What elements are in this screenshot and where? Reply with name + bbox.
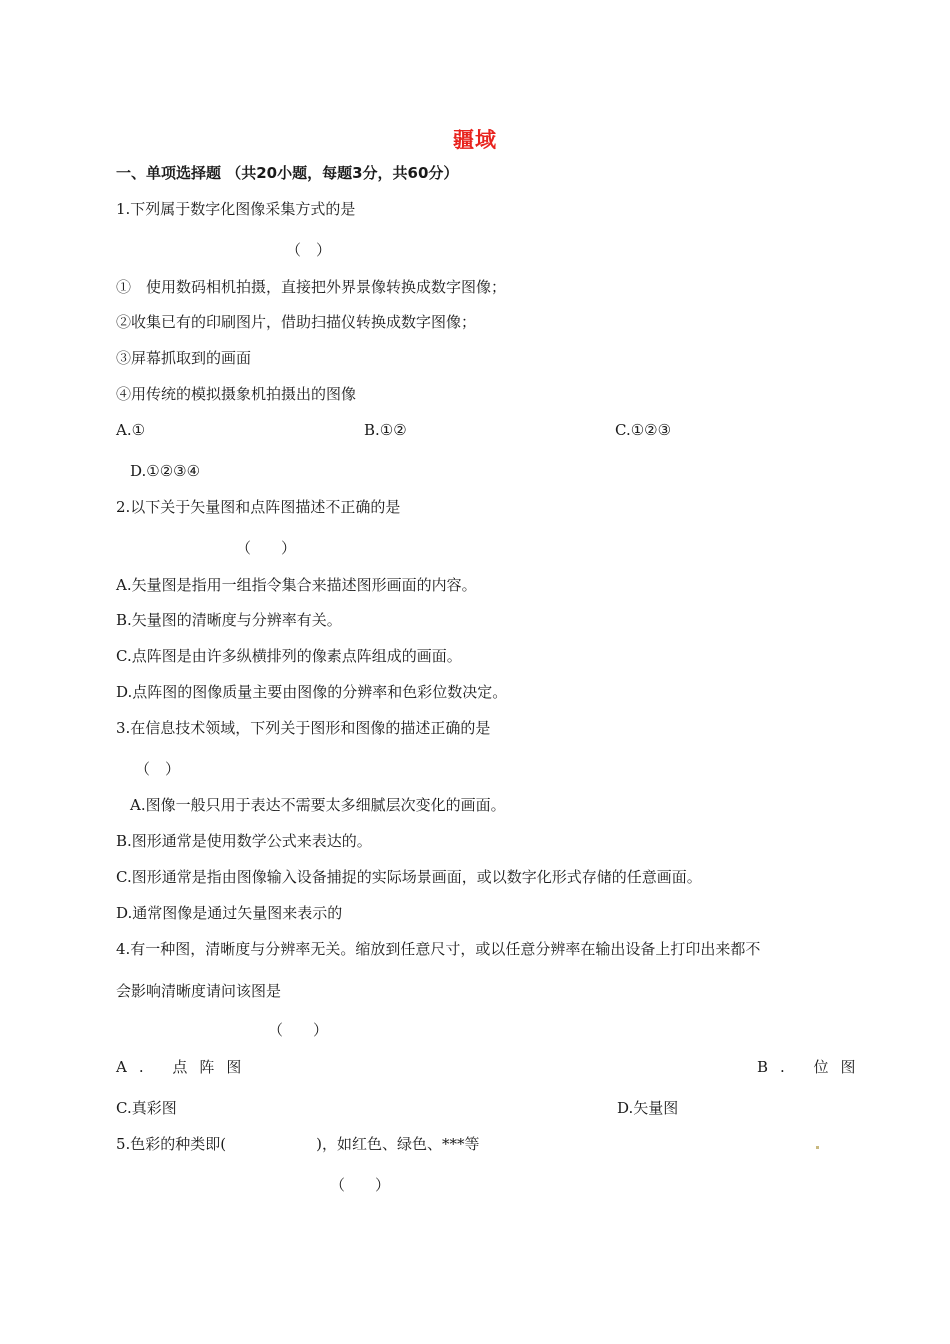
- q4-option-b: B. 位图: [757, 1058, 868, 1076]
- q3-option-b: B.图形通常是使用数学公式来表达的。: [116, 832, 372, 850]
- q4-option-c: C.真彩图: [116, 1099, 177, 1117]
- q1-item-3: ③屏幕抓取到的画面: [116, 349, 252, 367]
- q1-option-c: C.①②③: [615, 421, 672, 439]
- q3-blank: （ ）: [135, 760, 181, 778]
- q1-item-1: ① 使用数码相机拍摄，直接把外界景像转换成数字图像；: [116, 278, 507, 296]
- q4-blank: （ ）: [268, 1021, 329, 1039]
- q2-blank: （ ）: [236, 539, 297, 557]
- q2-stem: 2.以下关于矢量图和点阵图描述不正确的是: [116, 498, 401, 516]
- stray-dot-mark: [816, 1146, 819, 1149]
- q3-option-c: C.图形通常是指由图像输入设备捕捉的实际场景画面，或以数字化形式存储的任意画面。: [116, 868, 702, 886]
- q1-stem: 1.下列属于数字化图像采集方式的是: [116, 200, 356, 218]
- q3-stem: 3.在信息技术领域，下列关于图形和图像的描述正确的是: [116, 719, 491, 737]
- q1-option-b: B.①②: [364, 421, 407, 439]
- q1-item-2: ②收集已有的印刷图片，借助扫描仪转换成数字图像；: [116, 313, 477, 331]
- q2-option-a: A.矢量图是指用一组指令集合来描述图形画面的内容。: [116, 576, 477, 594]
- q5-stem: 5.色彩的种类即( )，如红色、绿色、***等: [116, 1135, 480, 1153]
- q1-item-4: ④用传统的模拟摄象机拍摄出的图像: [116, 385, 357, 403]
- q3-option-d: D.通常图像是通过矢量图来表示的: [116, 904, 343, 922]
- q3-option-a: A.图像一般只用于表达不需要太多细腻层次变化的画面。: [130, 796, 506, 814]
- q2-option-b: B.矢量图的清晰度与分辨率有关。: [116, 611, 342, 629]
- page-title: 疆域: [453, 128, 497, 152]
- q2-option-c: C.点阵图是由许多纵横排列的像素点阵组成的画面。: [116, 647, 462, 665]
- q2-option-d: D.点阵图的图像质量主要由图像的分辨率和色彩位数决定。: [116, 683, 508, 701]
- q4-option-a: A. 点阵图: [116, 1058, 254, 1076]
- q4-option-d: D.矢量图: [617, 1099, 679, 1117]
- q1-option-a: A.①: [116, 421, 146, 439]
- q5-blank: （ ）: [330, 1176, 391, 1194]
- q4-stem-line-1: 4.有一种图，清晰度与分辨率无关。缩放到任意尺寸，或以任意分辨率在输出设备上打印出来都不: [116, 940, 761, 958]
- q1-blank: （ ）: [286, 241, 332, 259]
- q4-stem-line-2: 会影响清晰度请问该图是: [116, 982, 282, 1000]
- q1-option-d: D.①②③④: [130, 462, 201, 480]
- section-heading: 一、单项选择题 （共20小题，每题3分，共60分）: [116, 164, 459, 182]
